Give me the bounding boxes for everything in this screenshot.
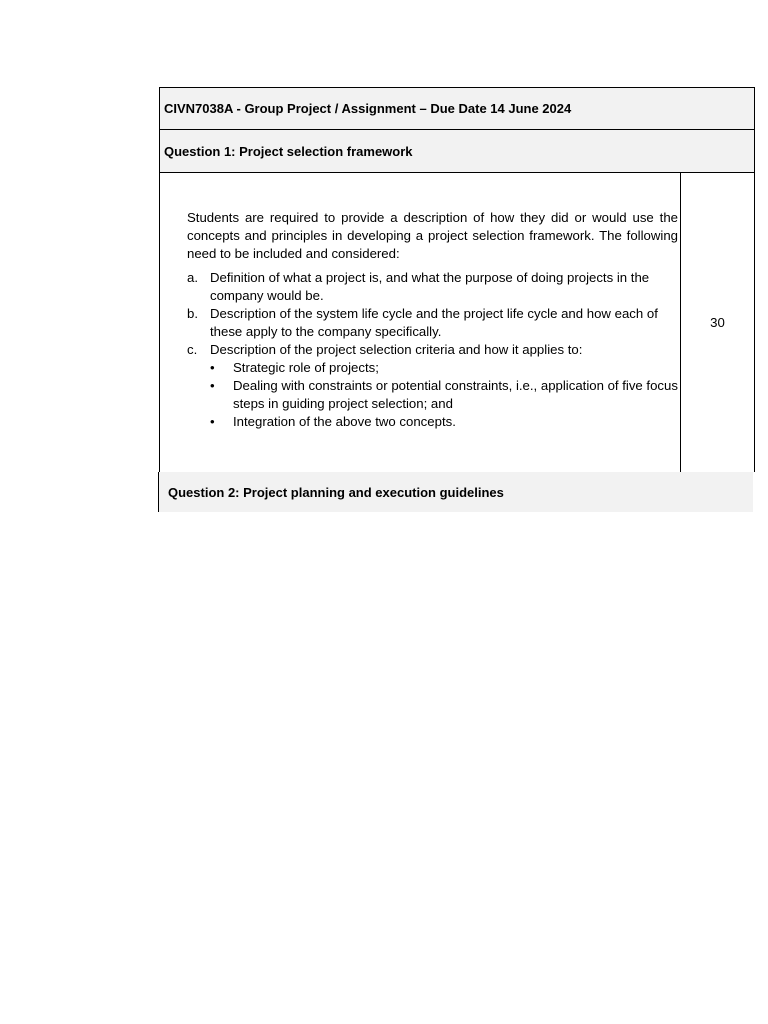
bullet-icon: • bbox=[210, 378, 215, 393]
list-item-text: Description of the project selection criteria and how it applies to: bbox=[210, 342, 583, 357]
question-1-description-cell bbox=[160, 173, 681, 472]
bullet-item bbox=[210, 359, 678, 377]
question-2-heading: Question 2: Project planning and execution guidelines bbox=[168, 484, 504, 500]
question-1-marks-cell bbox=[681, 173, 754, 472]
assignment-title-row bbox=[159, 87, 755, 130]
bullet-item bbox=[210, 413, 678, 431]
bullet-text: Integration of the above two concepts. bbox=[233, 414, 456, 429]
question-1-intro: Students are required to provide a description of how they did or would use the concepts and principles in developing a project selection framework. The following need to be included and considered: bbox=[187, 210, 678, 261]
list-item-text: Description of the system life cycle and the project life cycle and how each of these apply to the company specifically. bbox=[210, 306, 658, 339]
list-item-text: Definition of what a project is, and what the purpose of doing projects in the company would be. bbox=[210, 270, 650, 303]
question-1-marks: 30 bbox=[710, 315, 725, 330]
question-1-heading: Question 1: Project selection framework bbox=[164, 143, 413, 159]
list-item bbox=[187, 269, 678, 305]
list-item bbox=[187, 305, 678, 341]
question-1-heading-row bbox=[159, 130, 755, 173]
bullet-icon: • bbox=[210, 360, 215, 375]
list-marker: a. bbox=[187, 270, 198, 285]
question-1-criteria-bullets bbox=[187, 359, 678, 431]
list-item bbox=[187, 341, 678, 359]
list-marker: c. bbox=[187, 342, 198, 357]
bullet-text: Dealing with constraints or potential constraints, i.e., application of five focus steps in guiding project selection; and bbox=[233, 378, 678, 411]
assignment-title: CIVN7038A - Group Project / Assignment – Due Date 14 June 2024 bbox=[164, 101, 572, 116]
assignment-table bbox=[159, 87, 755, 512]
question-1-requirements-list bbox=[187, 269, 678, 359]
bullet-text: Strategic role of projects; bbox=[233, 360, 379, 375]
bullet-icon: • bbox=[210, 414, 215, 429]
question-1-body-row bbox=[159, 173, 755, 472]
list-marker: b. bbox=[187, 306, 198, 321]
bullet-item bbox=[210, 377, 678, 413]
question-2-heading-row bbox=[158, 472, 753, 512]
